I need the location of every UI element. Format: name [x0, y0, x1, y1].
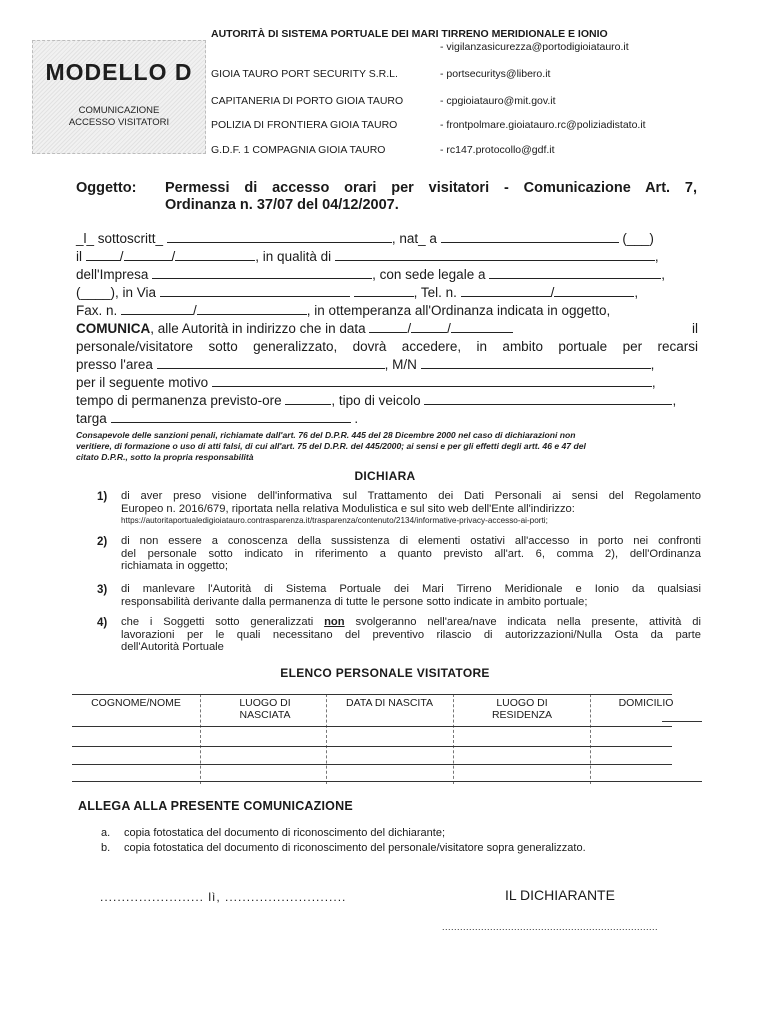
- form-line-4: [76, 284, 698, 302]
- col-header-luogo-nascita: LUOGO DI NASCIATA: [239, 697, 291, 721]
- dichiara-item-4: [121, 616, 701, 654]
- allega-item-a: copia fotostatica del documento di riconoscimento del dichiarante;: [124, 827, 446, 839]
- entity-email-3[interactable]: - frontpolmare.gioiatauro.rc@poliziadistato.it: [440, 119, 646, 131]
- line-end: ,: [650, 357, 655, 372]
- label-impresa: dell'Impresa: [76, 267, 149, 282]
- label-sede-legale: , con sede legale a: [372, 267, 486, 282]
- entity-email-1[interactable]: - portsecuritys@libero.it: [440, 68, 551, 80]
- field-impresa[interactable]: [152, 266, 372, 279]
- field-data-accesso-aa[interactable]: [451, 320, 513, 333]
- label-il: il: [692, 321, 698, 336]
- field-mn[interactable]: [421, 356, 651, 369]
- signature-field[interactable]: ........................................................................: [442, 922, 659, 932]
- label-area: presso l'area: [76, 357, 153, 372]
- authority-email[interactable]: - vigilanzasicurezza@portodigioiatauro.it: [440, 41, 629, 53]
- field-tel-numero[interactable]: [554, 284, 634, 297]
- field-data-accesso-mm[interactable]: [411, 320, 447, 333]
- modello-subtitle: [33, 105, 205, 129]
- line-end: ,: [651, 375, 656, 390]
- label-in-data: , alle Autorità in indirizzo che in data: [150, 321, 366, 336]
- col-header-luogo-residenza: LUOGO DI RESIDENZA: [491, 697, 553, 721]
- label-fax: Fax. n.: [76, 303, 118, 318]
- field-fax-numero[interactable]: [197, 302, 307, 315]
- dichiara-item-4-line1: [121, 616, 701, 629]
- label-sottoscritto: _l_ sottoscritt_: [76, 231, 164, 246]
- dichiara-title: DICHIARA: [354, 469, 416, 483]
- table-row[interactable]: [72, 781, 702, 782]
- label-nato-a: , nat_ a: [391, 231, 437, 246]
- field-luogo-nascita[interactable]: [441, 230, 619, 243]
- dichiara-item-4-line3: dell'Autorità Portuale: [121, 641, 224, 654]
- form-line-8: [76, 356, 698, 374]
- entity-name-2: CAPITANERIA DI PORTO GIOIA TAURO: [211, 95, 404, 107]
- line-end: .: [354, 411, 359, 426]
- entity-email-4[interactable]: - rc147.protocollo@gdf.it: [440, 144, 555, 156]
- date-sep: /: [119, 249, 124, 264]
- disclaimer: [76, 430, 698, 463]
- table-row[interactable]: [72, 764, 672, 765]
- tel-sep: /: [550, 285, 555, 300]
- dichiara-item-1-line2: Europeo n. 2016/679, riportata nella relativa Modulistica e sul sito web dell'Ente all'indirizzo:: [121, 502, 575, 515]
- oggetto-line2: Ordinanza n. 37/07 del 04/12/2007.: [165, 197, 399, 213]
- dichiara-item-1-num: 1): [97, 491, 108, 503]
- field-sede-legale[interactable]: [489, 266, 661, 279]
- line-end: ,: [672, 393, 677, 408]
- entity-name-3: POLIZIA DI FRONTIERA GIOIA TAURO: [211, 119, 398, 131]
- col-header-data-nascita: DATA DI NASCITA: [346, 697, 433, 709]
- form-line-1: [76, 230, 698, 248]
- dichiara-item-1: [121, 490, 701, 528]
- form-line-9: [76, 374, 698, 392]
- field-tipo-veicolo[interactable]: [424, 392, 672, 405]
- allega-item-b-letter: b.: [101, 842, 111, 854]
- dichiara-item-3-num: 3): [97, 584, 108, 596]
- dichiara-item-2-line1: di non essere a conoscenza della sussistenza di elementi ostativi all'accesso in porto nei confronti: [121, 535, 701, 547]
- col-sep: [453, 694, 454, 784]
- table-row[interactable]: [72, 726, 672, 727]
- disclaimer-line-2: veritiere, di formazione o uso di atti falsi, di cui all'art. 75 del D.P.R. del 445/2000; ai sensi e per gli effetti degli artt. 46 e 47 del: [76, 441, 586, 451]
- field-fax-prefisso[interactable]: [121, 302, 193, 315]
- field-qualita[interactable]: [335, 248, 655, 261]
- field-provincia-nascita[interactable]: (___): [622, 231, 654, 246]
- dichiara-item-4-post: svolgeranno nell'area/nave indicata nella presente, attività di: [344, 616, 701, 628]
- fax-sep: /: [193, 303, 197, 318]
- entity-email-2[interactable]: - cpgioiatauro@mit.gov.it: [440, 95, 556, 107]
- table-row[interactable]: [72, 746, 672, 747]
- allega-item-b: copia fotostatica del documento di riconoscimento del personale/visitatore sopra generalizzato.: [124, 842, 586, 854]
- allega-item-a-letter: a.: [101, 827, 111, 839]
- field-data-nascita-gg[interactable]: [86, 248, 120, 261]
- date-sep: /: [407, 321, 412, 336]
- field-ore[interactable]: [285, 392, 331, 405]
- field-data-nascita-aa[interactable]: [175, 248, 255, 261]
- label-via: (____), in Via: [76, 285, 157, 300]
- form-line-3: [76, 266, 698, 284]
- disclaimer-line-1: Consapevole delle sanzioni penali, richiamate dall'art. 76 del D.P.R. 445 del 28 Dicembre 2000 nel caso di dichiarazioni non: [76, 430, 576, 440]
- disclaimer-line-3: citato D.P.R., sotto la propria responsabilità: [76, 452, 254, 462]
- date-sep: /: [171, 249, 176, 264]
- entity-name-1: GIOIA TAURO PORT SECURITY S.R.L.: [211, 68, 398, 80]
- dichiara-item-1-line1: di aver preso visione dell'informativa sul Trattamento dei Dati Personali ai sensi del Regolamento: [121, 490, 701, 502]
- dichiara-item-3-line2: responsabilità derivante dalla permanenza di tutte le persone sotto indicate in ambito portuale;: [121, 595, 588, 608]
- dichiara-item-2-line2: del personale sotto indicato in riferimento a quanto previsto all'art. 6, comma 2), dell'Ordinanza: [121, 547, 701, 560]
- dichiara-item-4-non: non: [324, 616, 345, 628]
- label-tel: , Tel. n.: [413, 285, 457, 300]
- col-sep: [200, 694, 201, 784]
- label-qualita: , in qualità di: [255, 249, 332, 264]
- label-mn: , M/N: [384, 357, 417, 372]
- field-via[interactable]: [160, 284, 350, 297]
- dichiarante-label: IL DICHIARANTE: [505, 887, 615, 903]
- dichiara-item-3: [121, 583, 701, 608]
- modello-title: MODELLO D: [45, 59, 193, 85]
- field-area[interactable]: [157, 356, 385, 369]
- label-targa: targa: [76, 411, 107, 426]
- field-civico[interactable]: [354, 284, 414, 297]
- table-top-line: [72, 694, 672, 695]
- comunica-keyword: COMUNICA: [76, 321, 151, 336]
- oggetto-label: Oggetto:: [76, 180, 137, 196]
- dichiara-item-4-num: 4): [97, 617, 108, 629]
- elenco-title: ELENCO PERSONALE VISITATORE: [280, 666, 490, 680]
- form-line-11: [76, 410, 698, 428]
- dichiara-item-2: [121, 535, 701, 573]
- form-line-2: [76, 248, 698, 266]
- label-tempo-permanenza: tempo di permanenza previsto-ore: [76, 393, 282, 408]
- dichiara-item-4-line2: lavorazioni per le quali necessitano del preventivo rilascio di autorizzazioni/Nulla Osta da parte: [121, 628, 701, 641]
- allega-title: ALLEGA ALLA PRESENTE COMUNICAZIONE: [78, 799, 353, 813]
- line-end: ,: [661, 267, 665, 282]
- col-header-cognome: COGNOME/NOME: [91, 697, 181, 709]
- privacy-url-link[interactable]: https://autoritaportualedigioiatauro.contrasparenza.it/trasparenza/contenuto/2134/informative-privacy-accesso-ai-porti;: [121, 516, 548, 526]
- line-end: ,: [634, 285, 639, 300]
- form-line-5: [76, 302, 698, 320]
- label-tipo-veicolo: , tipo di veicolo: [331, 393, 421, 408]
- entity-name-4: G.D.F. 1 COMPAGNIA GIOIA TAURO: [211, 144, 386, 156]
- field-data-nascita-mm[interactable]: [124, 248, 172, 261]
- date-sep: /: [447, 321, 451, 336]
- field-data-accesso-gg[interactable]: [369, 320, 407, 333]
- table-line: [662, 721, 702, 722]
- dichiara-item-2-line3: richiamata in oggetto;: [121, 560, 228, 573]
- dichiara-item-2-num: 2): [97, 536, 108, 548]
- field-targa[interactable]: [111, 410, 351, 423]
- label-motivo: per il seguente motivo: [76, 375, 209, 390]
- field-tel-prefisso[interactable]: [461, 284, 551, 297]
- label-ottemperanza: , in ottemperanza all'Ordinanza indicata in oggetto,: [306, 303, 611, 318]
- oggetto-line1: Permessi di accesso orari per visitatori - Comunicazione Art. 7,: [165, 180, 697, 196]
- line-end: ,: [654, 249, 659, 264]
- label-il: il: [76, 249, 82, 264]
- dichiara-item-4-pre: che i Soggetti sotto generalizzati: [121, 616, 325, 628]
- form-line-10: [76, 392, 698, 410]
- field-motivo[interactable]: [212, 374, 652, 387]
- modello-sub-line1: COMUNICAZIONE: [78, 105, 160, 116]
- modello-box: [32, 40, 206, 154]
- modello-sub-line2: ACCESSO VISITATORI: [68, 117, 170, 128]
- col-header-domicilio: DOMICILIO: [618, 697, 674, 709]
- dichiara-item-3-line1: di manlevare l'Autorità di Sistema Portuale dei Mari Tirreno Meridionale e Ionio da qualsiasi: [121, 583, 701, 595]
- personale-table: [72, 694, 702, 784]
- form-line-6: [76, 320, 698, 338]
- field-nome[interactable]: [167, 230, 392, 243]
- place-date-field[interactable]: ........................ lì, ............................: [100, 890, 347, 904]
- authority-name: AUTORITÀ DI SISTEMA PORTUALE DEI MARI TIRRENO MERIDIONALE E IONIO: [211, 28, 608, 40]
- form-line-7: personale/visitatore sotto generalizzato, dovrà accedere, in ambito portuale per recarsi: [76, 339, 698, 354]
